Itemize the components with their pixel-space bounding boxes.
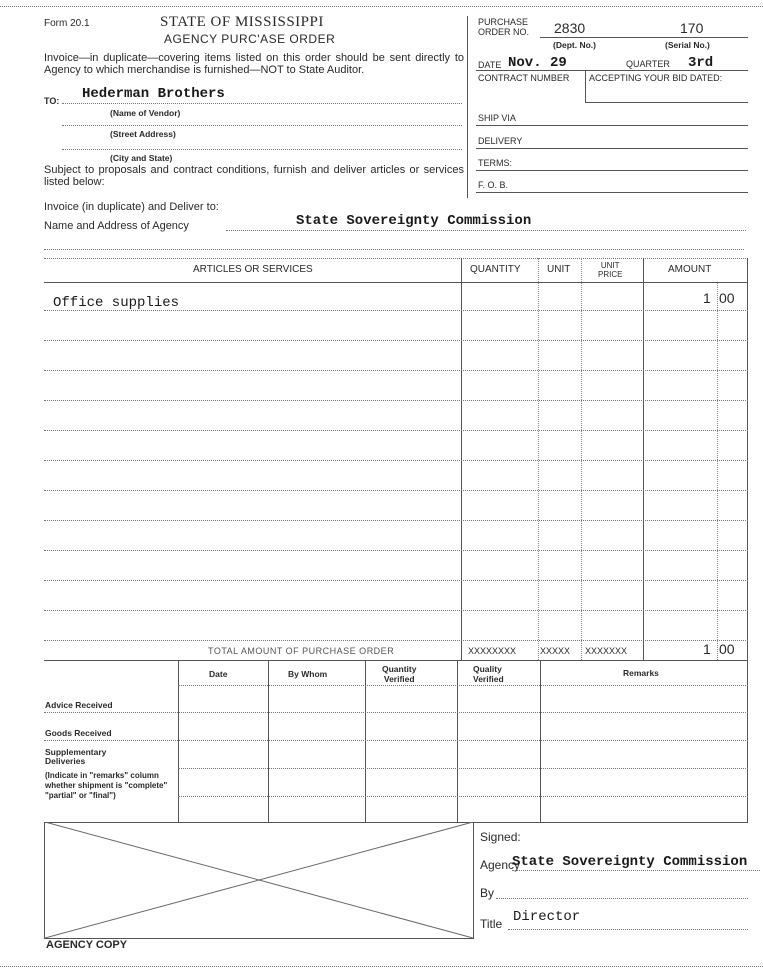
city-caption: (City and State) — [110, 153, 173, 163]
agency-sign-label: Agency — [480, 858, 521, 872]
crossed-out-box — [44, 822, 474, 939]
total-amount-cents: 00 — [719, 641, 735, 657]
serial-caption: (Serial No.) — [665, 40, 710, 50]
receipt-col-date: Date — [209, 669, 228, 679]
state-title: STATE OF MISSISSIPPI — [160, 14, 324, 30]
form-number: Form 20.1 — [44, 18, 90, 29]
col-unit: UNIT — [547, 264, 571, 275]
contract-number-label: CONTRACT NUMBER — [478, 73, 570, 83]
signed-label: Signed: — [480, 830, 521, 844]
agency-name-label: Name and Address of Agency — [44, 220, 189, 232]
po-label-line2: ORDER NO. — [478, 27, 530, 37]
col-quantity: QUANTITY — [470, 264, 521, 275]
total-label: TOTAL AMOUNT OF PURCHASE ORDER — [208, 646, 395, 656]
quarter-value: 3rd — [688, 55, 714, 71]
receipt-col-quality-line1: Quality — [473, 664, 502, 674]
dept-number: 2830 — [554, 20, 586, 36]
item-amount-cents: 00 — [719, 290, 735, 306]
invoice-instructions: Invoice—in duplicate—covering items listed on this order should be sent directly to Agency to which merchandise is furnished—NOT to State Auditor. — [44, 52, 464, 76]
delivery-label: DELIVERY — [478, 136, 523, 146]
deliver-to-label: Invoice (in duplicate) and Deliver to: — [44, 201, 219, 213]
item-article: Office supplies — [53, 295, 180, 311]
receipt-col-qty-line1: Quantity — [382, 664, 417, 674]
agency-sign-value: State Sovereignty Commission — [512, 854, 748, 870]
receipt-col-qty-line2: Verified — [383, 674, 415, 684]
accepting-bid-label: ACCEPTING YOUR BID DATED: — [589, 73, 723, 83]
street-caption: (Street Address) — [110, 129, 176, 139]
total-unit-mask: XXXXX — [540, 646, 571, 656]
item-amount-dollars: 1 — [703, 290, 711, 306]
receipt-col-quality-line2: Verified — [473, 674, 504, 684]
title-label: Title — [480, 917, 503, 931]
receipt-col-remarks: Remarks — [623, 668, 659, 678]
col-unit-price-line1: UNIT — [600, 261, 620, 270]
row-supplementary-line2: Deliveries — [45, 756, 86, 766]
agency-name-value: State Sovereignty Commission — [296, 213, 532, 229]
serial-number: 170 — [680, 20, 704, 36]
by-label: By — [480, 886, 495, 900]
quarter-label: QUARTER — [626, 59, 670, 69]
row-supplementary-line1: Supplementary — [45, 747, 107, 757]
title-value: Director — [513, 909, 581, 925]
subject-instructions: Subject to proposals and contract conditions, furnish and deliver articles or services listed below: — [44, 164, 464, 188]
terms-label: TERMS: — [478, 158, 513, 168]
row-remarks-note: (Indicate in "remarks" column whether shipment is "complete" "partial" or "final") — [45, 771, 168, 800]
cross-lines — [45, 822, 473, 938]
date-label: DATE — [478, 60, 502, 70]
total-price-mask: XXXXXXX — [585, 646, 628, 656]
vendor-name-caption: (Name of Vendor) — [110, 108, 181, 118]
ship-via-label: SHIP VIA — [478, 113, 516, 123]
col-unit-price-line2: PRICE — [598, 270, 623, 279]
dept-caption: (Dept. No.) — [553, 40, 596, 50]
row-advice-received: Advice Received — [45, 700, 113, 710]
col-articles: ARTICLES OR SERVICES — [193, 264, 313, 275]
form-title: AGENCY PURC'ASE ORDER — [164, 32, 336, 46]
col-amount: AMOUNT — [668, 264, 712, 275]
vendor-name: Hederman Brothers — [82, 86, 225, 102]
po-label-line1: PURCHASE — [478, 17, 529, 27]
receipt-col-by-whom: By Whom — [288, 669, 328, 679]
order-date: Nov. 29 — [508, 55, 567, 71]
to-label: TO: — [44, 96, 60, 106]
fob-label: F. O. B. — [478, 180, 509, 190]
total-qty-mask: XXXXXXXX — [468, 646, 517, 656]
agency-copy-label: AGENCY COPY — [46, 939, 128, 951]
row-goods-received: Goods Received — [45, 728, 112, 738]
total-amount-dollars: 1 — [703, 641, 711, 657]
